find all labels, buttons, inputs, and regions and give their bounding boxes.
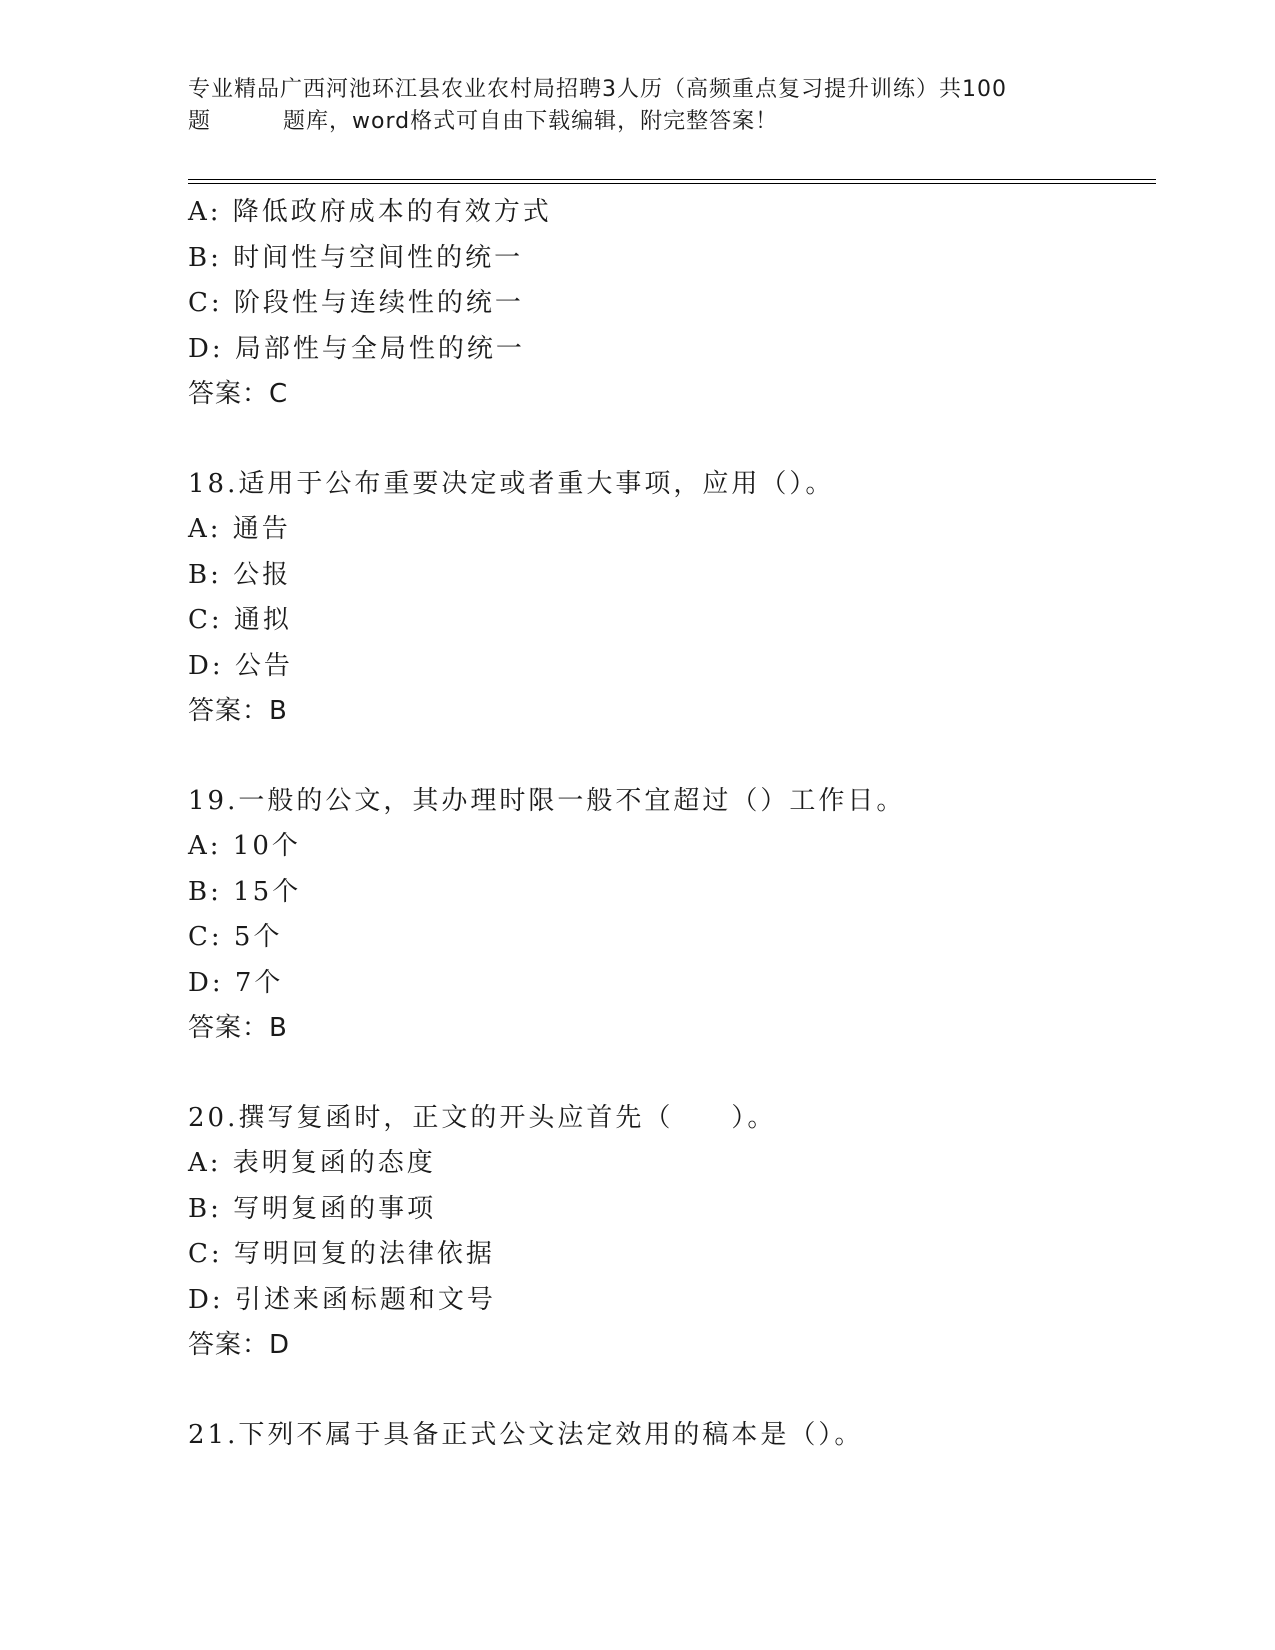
question-20-block xyxy=(188,1096,1156,1369)
option-d: D: 局部性与全局性的统一 xyxy=(188,333,525,364)
header-divider-bottom xyxy=(188,183,1156,184)
answer: 答案：B xyxy=(188,1013,288,1043)
option-b: B: 写明复函的事项 xyxy=(188,1193,437,1224)
header-line-2-right: 题库，word格式可自由下载编辑，附完整答案！ xyxy=(283,109,779,134)
answer: 答案：B xyxy=(188,696,288,726)
option-a: A: 降低政府成本的有效方式 xyxy=(188,197,552,227)
option-a: A: 10个 xyxy=(188,831,301,861)
question-text: 20.撰写复函时，正文的开头应首先（ ）。 xyxy=(188,1102,777,1133)
option-d: D: 引述来函标题和文号 xyxy=(188,1284,496,1315)
question-list xyxy=(188,190,1156,1458)
question-19-block xyxy=(188,779,1156,1052)
question-18-block xyxy=(188,462,1156,735)
header-line-1: 专业精品广西河池环江县农业农村局招聘3人历（高频重点复习提升训练）共100 xyxy=(188,77,1007,102)
option-c: C: 阶段性与连续性的统一 xyxy=(188,288,524,318)
header-line-2 xyxy=(188,106,1088,138)
option-c: C: 写明回复的法律依据 xyxy=(188,1239,495,1269)
option-b: B: 公报 xyxy=(188,559,292,590)
answer: 答案：C xyxy=(188,379,289,409)
option-b: B: 时间性与空间性的统一 xyxy=(188,242,524,273)
option-d: D: 7个 xyxy=(188,967,284,998)
option-a: A: 表明复函的态度 xyxy=(188,1148,436,1178)
answer: 答案：D xyxy=(188,1330,291,1360)
header-line-2-left: 题 xyxy=(188,109,212,134)
option-c: C: 5个 xyxy=(188,922,283,952)
question-text: 21.下列不属于具备正式公文法定效用的稿本是（）。 xyxy=(188,1419,864,1450)
option-a: A: 通告 xyxy=(188,514,291,544)
header-divider-top xyxy=(188,179,1156,180)
question-text: 19.一般的公文，其办理时限一般不宜超过（）工作日。 xyxy=(188,785,906,816)
option-c: C: 通拟 xyxy=(188,605,292,635)
document-header xyxy=(188,74,1088,138)
question-21-block xyxy=(188,1413,1156,1459)
option-d: D: 公告 xyxy=(188,650,293,681)
question-text: 18.适用于公布重要决定或者重大事项，应用（）。 xyxy=(188,468,835,499)
option-b: B: 15个 xyxy=(188,876,302,907)
question-17-block xyxy=(188,190,1156,418)
